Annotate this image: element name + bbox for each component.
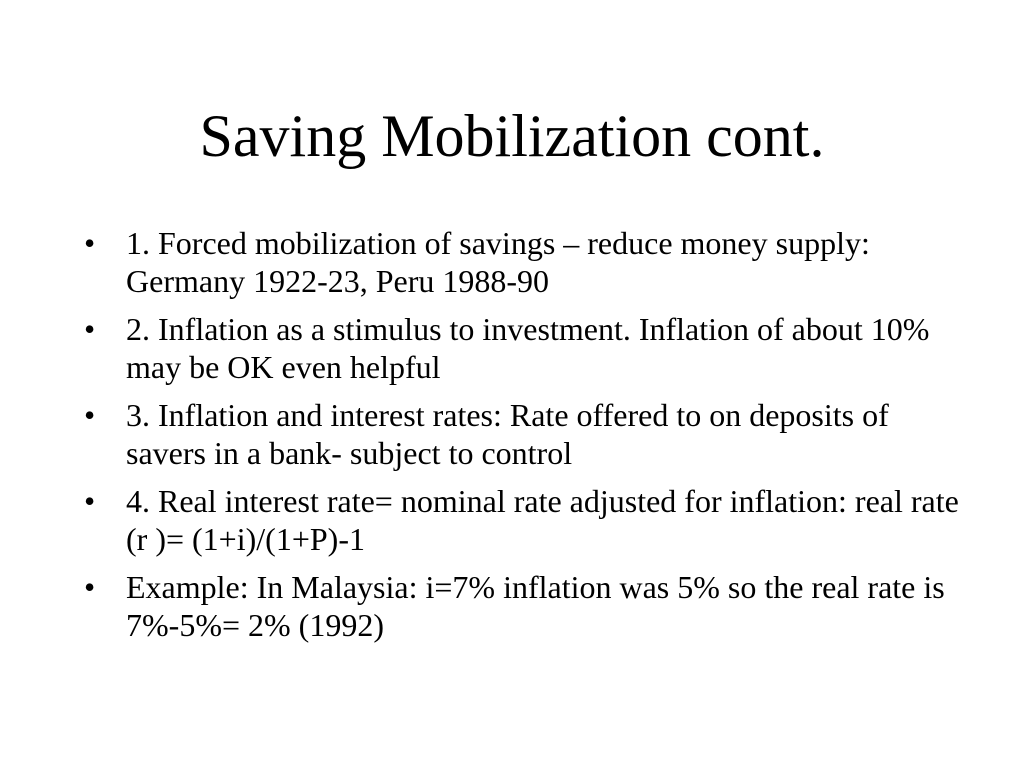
- bullet-dot-icon: •: [84, 311, 96, 347]
- bullet-dot-icon: •: [84, 397, 96, 433]
- bullet-text-2: 2. Inflation as a stimulus to investment. Inflation of about 10% may be OK even helpful: [126, 311, 930, 385]
- bullet-item-3: [84, 396, 964, 472]
- bullet-item-5: [84, 568, 964, 644]
- bullet-dot-icon: •: [84, 569, 96, 605]
- bullet-item-1: [84, 224, 964, 300]
- bullet-list: [84, 224, 964, 654]
- bullet-text-5: Example: In Malaysia: i=7% inflation was 5% so the real rate is 7%-5%= 2% (1992): [126, 569, 945, 643]
- bullet-item-2: [84, 310, 964, 386]
- bullet-item-4: [84, 482, 964, 558]
- bullet-text-4: 4. Real interest rate= nominal rate adjusted for inflation: real rate (r )= (1+i)/(1+P)-1: [126, 483, 959, 557]
- bullet-dot-icon: •: [84, 225, 96, 261]
- bullet-text-3: 3. Inflation and interest rates: Rate offered to on deposits of savers in a bank- subject to control: [126, 397, 889, 471]
- bullet-text-1: 1. Forced mobilization of savings – reduce money supply: Germany 1922-23, Peru 1988-90: [126, 225, 870, 299]
- bullet-dot-icon: •: [84, 483, 96, 519]
- slide-title: Saving Mobilization cont.: [199, 103, 825, 169]
